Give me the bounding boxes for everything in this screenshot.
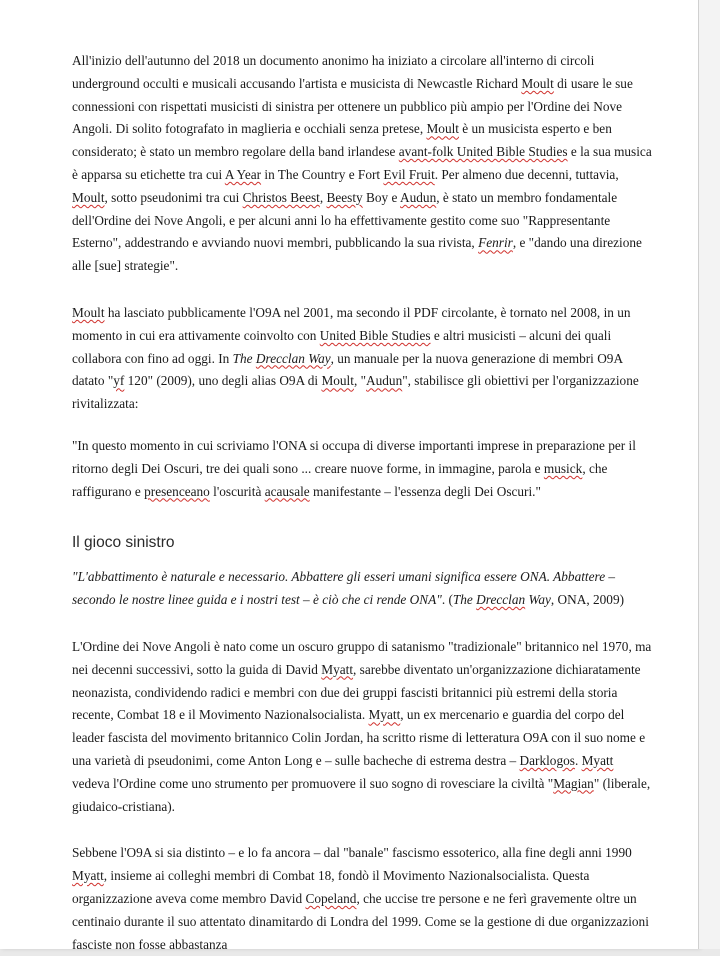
text-run: e altri musicisti – alcuni dei quali collabora con fino ad oggi. In: [72, 327, 612, 366]
text-run: , sarebbe diventato un'organizzazione dichiaratamente neonazista, condividendo radici e membri con due dei gruppi fascisti britannici più estremi della storia recente, Combat 18 e il Movimento Nazionalsocialista.: [72, 661, 641, 723]
document-body[interactable]: [72, 50, 652, 956]
text-run: manifestante – l'essenza degli Dei Oscuri.": [309, 483, 541, 499]
text-run: , ONA, 2009): [550, 592, 625, 608]
text-run-italic: The: [452, 592, 477, 608]
misspelled-word[interactable]: A Year: [224, 166, 262, 182]
text-run: . (: [441, 592, 453, 608]
text-run: l'oscurità: [209, 483, 265, 499]
text-run: " (liberale, giudaico-cristiana).: [72, 775, 651, 814]
misspelled-word[interactable]: Myatt: [581, 752, 614, 768]
misspelled-word[interactable]: Christos Beest: [242, 189, 320, 205]
text-run: .: [574, 752, 582, 768]
misspelled-word[interactable]: Magian: [553, 775, 594, 791]
text-run: ", stabilisce gli obiettivi per l'organizzazione rivitalizzata:: [72, 373, 639, 412]
text-run: e la sua musica è apparsa su etichette tra cui: [72, 144, 652, 182]
misspelled-word[interactable]: Moult: [321, 373, 354, 389]
text-run: , e "dando una direzione alle [sue] strategie".: [72, 235, 642, 274]
text-run: di usare le sue connessioni con rispettati musicisti di sinistra per ottenere un pubblico più ampio per l'Ordine dei Nove Angoli. Di solito fotografato in maglieria e occhiali senza pretese,: [72, 75, 633, 137]
misspelled-word[interactable]: Audun: [400, 189, 437, 205]
text-run: Boy e: [362, 189, 401, 205]
paragraph-return: [72, 302, 652, 416]
misspelled-word[interactable]: presenceano: [144, 483, 210, 499]
scrollbar-gutter[interactable]: [699, 0, 720, 949]
text-run: è un musicista esperto e ben considerato; è stato un membro regolare della band irlandese: [72, 121, 612, 160]
paragraph-epigraph: [72, 566, 652, 612]
text-run: All'inizio dell'autunno del 2018 un documento anonimo ha iniziato a circolare all'interno di circoli underground occulti e musicali accusando l'artista e musicista di Newcastle Richard: [72, 53, 595, 91]
misspelled-word[interactable]: Myatt: [368, 707, 401, 723]
paragraph-history: [72, 636, 652, 818]
text-run: , sotto pseudonimi tra cui: [104, 189, 243, 205]
text-run: in The Country e Fort: [261, 166, 384, 182]
text-run: ha lasciato pubblicamente l'O9A nel 2001, ma secondo il PDF circolante, è tornato nel 2008, in un momento in cui era attivamente coinvolto con: [72, 304, 631, 343]
misspelled-word[interactable]: musick: [543, 460, 583, 476]
misspelled-word[interactable]: acausale: [264, 483, 310, 499]
misspelled-word[interactable]: Audun: [366, 373, 403, 389]
text-run: Sebbene l'O9A si sia distinto – e lo fa ancora – dal "banale" fascismo essoterico, alla fine degli anni 1990: [72, 845, 632, 861]
text-run: ,: [319, 189, 327, 205]
epigraph-quote: "L'abbattimento è naturale e necessario. Abbattere gli esseri umani significa essere ONA. Abbattere – secondo le nostre linee guida e i nostri test – è ciò che ci rende ONA": [72, 569, 616, 608]
misspelled-word[interactable]: avant-folk United Bible Studies: [398, 144, 568, 160]
misspelled-word[interactable]: Myatt: [72, 868, 104, 884]
misspelled-word[interactable]: Beesty: [326, 189, 363, 205]
text-run: "In questo momento in cui scriviamo l'ONA si occupa di diverse importanti imprese in preparazione per il ritorno degli Dei Oscuri, tre dei quali sono ... creare nuove forme, in immagine, parola e: [72, 437, 636, 476]
text-run-italic: Way: [525, 592, 551, 608]
text-run-italic: The: [232, 350, 256, 366]
misspelled-word[interactable]: United Bible Studies: [319, 327, 431, 343]
paragraph-intro: [72, 50, 652, 278]
misspelled-word[interactable]: Moult: [72, 189, 105, 205]
text-run: L'Ordine dei Nove Angoli è nato come un oscuro gruppo di satanismo "tradizionale" britannico nel 1970, ma nei decenni successivi, sotto la guida di David: [72, 638, 652, 677]
text-run: , ": [353, 373, 367, 389]
misspelled-word[interactable]: Drecclan: [476, 592, 526, 608]
text-run: , insieme ai colleghi membri di Combat 18, fondò il Movimento Nazionalsocialista. Questa organizzazione aveva come membro David: [72, 868, 590, 906]
text-run: . Per almeno due decenni, tuttavia,: [434, 166, 619, 182]
misspelled-word[interactable]: Moult: [426, 121, 459, 137]
misspelled-word[interactable]: Darklogos: [519, 752, 575, 768]
text-run: , che raffigurano e: [72, 460, 608, 499]
section-heading: Il gioco sinistro: [72, 534, 175, 552]
text-run: , un manuale per la nuova generazione di membri O9A datato ": [72, 350, 623, 389]
text-run: , è stato un membro fondamentale dell'Ordine dei Nove Angoli, e per alcuni anni lo ha effettivamente gestito come suo "Rappresentante Esterno", addestrando e avviando nuovi membri, pubblicando la sua rivista,: [72, 189, 618, 251]
text-run: 120" (2009), uno degli alias O9A di: [124, 373, 322, 389]
paragraph-nsm: [72, 842, 652, 956]
misspelled-word[interactable]: Drecclan Way: [255, 350, 331, 366]
text-run: vedeva l'Ordine come uno strumento per promuovere il suo sogno di rovesciare la civiltà ": [72, 775, 554, 791]
misspelled-word[interactable]: Moult: [72, 304, 105, 320]
paragraph-quote: [72, 435, 652, 503]
misspelled-word[interactable]: Copeland: [305, 890, 357, 906]
misspelled-word[interactable]: Fenrir: [478, 235, 513, 251]
misspelled-word[interactable]: Myatt: [321, 661, 354, 677]
misspelled-word[interactable]: Moult: [521, 75, 554, 91]
text-run: , che uccise tre persone e ne ferì gravemente oltre un centinaio durante il suo attentato dinamitardo di Londra del 1999. Come se la gestione di due organizzazioni fasciste non fosse abbastanza: [72, 890, 649, 952]
misspelled-word[interactable]: yf: [113, 373, 125, 389]
misspelled-word[interactable]: Evil Fruit: [383, 166, 435, 182]
text-run: , un ex mercenario e guardia del corpo del leader fascista del movimento britannico Colin Jordan, ha scritto risme di letteratura O9A con il suo nome e una varietà di pseudonimi, come Anton Long e – sulle bacheche di estrema destra –: [72, 707, 646, 768]
